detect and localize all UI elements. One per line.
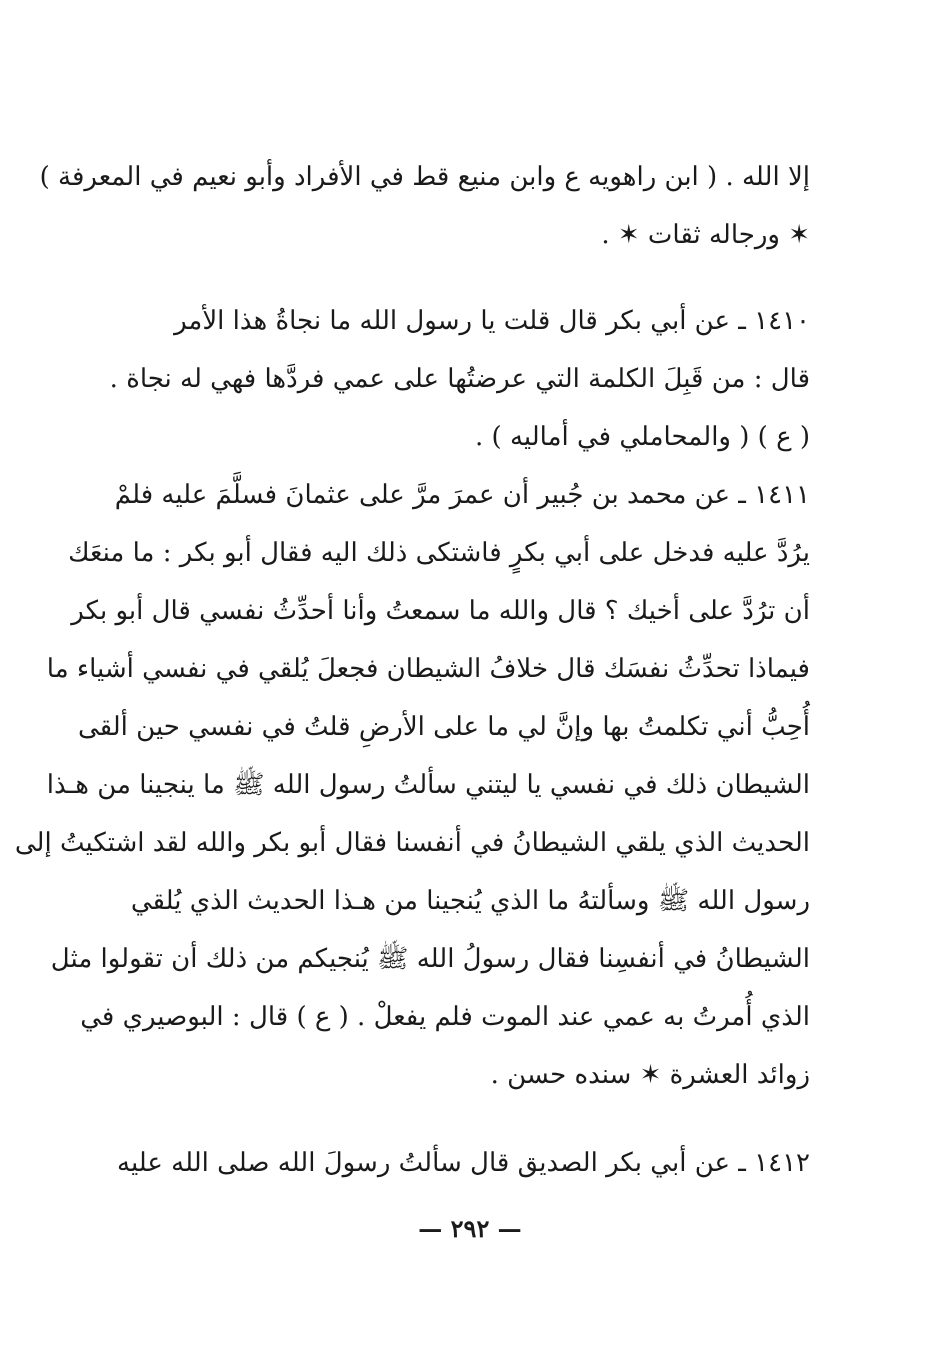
page-number: — ٢٩٢ — xyxy=(418,1214,522,1243)
text-line: فيماذا تحدِّثُ نفسَك قال خلافُ الشيطان فجعلَ يُلقي في نفسي أشياء ما xyxy=(46,654,810,684)
text-line: ( ع ) ( والمحاملي في أماليه ) . xyxy=(475,422,810,452)
text-line: إلا الله . ( ابن راهويه ع وابن منيع قط في الأفراد وأبو نعيم في المعرفة ) xyxy=(39,162,810,192)
paragraph-intro xyxy=(39,148,810,264)
text-line: ١٤١٢ ـ عن أبي بكر الصديق قال سألتُ رسولَ الله صلى الله عليه xyxy=(117,1148,810,1178)
text-line: قال : من قَبِلَ الكلمة التي عرضتُها على عمي فردَّها فهي له نجاة . xyxy=(109,364,810,394)
hadith-1410 xyxy=(100,292,810,466)
text-line: زوائد العشرة ✶ سنده حسن . xyxy=(490,1060,810,1090)
text-line: الذي أُمرتُ به عمي عند الموت فلم يفعلْ . ( ع ) قال : البوصيري في xyxy=(80,1002,810,1032)
text-line: الشيطانُ في أنفسِنا فقال رسولُ الله ﷺ يُنجيكم من ذلك أن تقولوا مثل xyxy=(50,944,810,974)
hadith-1412 xyxy=(100,1134,810,1192)
text-line: يرُدَّ عليه فدخل على أبي بكرٍ فاشتكى ذلك اليه فقال أبو بكر : ما منعَك xyxy=(68,538,810,568)
text-line: ١٤١٠ ـ عن أبي بكر قال قلت يا رسول الله ما نجاةُ هذا الأمر xyxy=(174,306,810,336)
text-line: الشيطان ذلك في نفسي يا ليتني سألتُ رسول الله ﷺ ما ينجينا من هـذا xyxy=(46,770,810,800)
text-line: ✶ ورجاله ثقات ✶ . xyxy=(601,220,810,250)
text-line: أن ترُدَّ على أخيك ؟ قال والله ما سمعتُ وأنا أحدِّثُ نفسي قال أبو بكر xyxy=(71,596,810,626)
text-line: أُحِبُّ أني تكلمتُ بها وإنَّ لي ما على الأرضِ قلتُ في نفسي حين ألقى xyxy=(77,712,810,742)
text-line: رسول الله ﷺ وسألتهُ ما الذي يُنجينا من هـذا الحديث الذي يُلقي xyxy=(130,886,810,916)
text-line: ١٤١١ ـ عن محمد بن جُبير أن عمرَ مرَّ على عثمانَ فسلَّمَ عليه فلمْ xyxy=(114,480,810,510)
text-line: الحديث الذي يلقي الشيطانُ في أنفسنا فقال أبو بكر والله لقد اشتكيتُ إلى xyxy=(14,828,810,858)
hadith-1411 xyxy=(14,466,810,1104)
